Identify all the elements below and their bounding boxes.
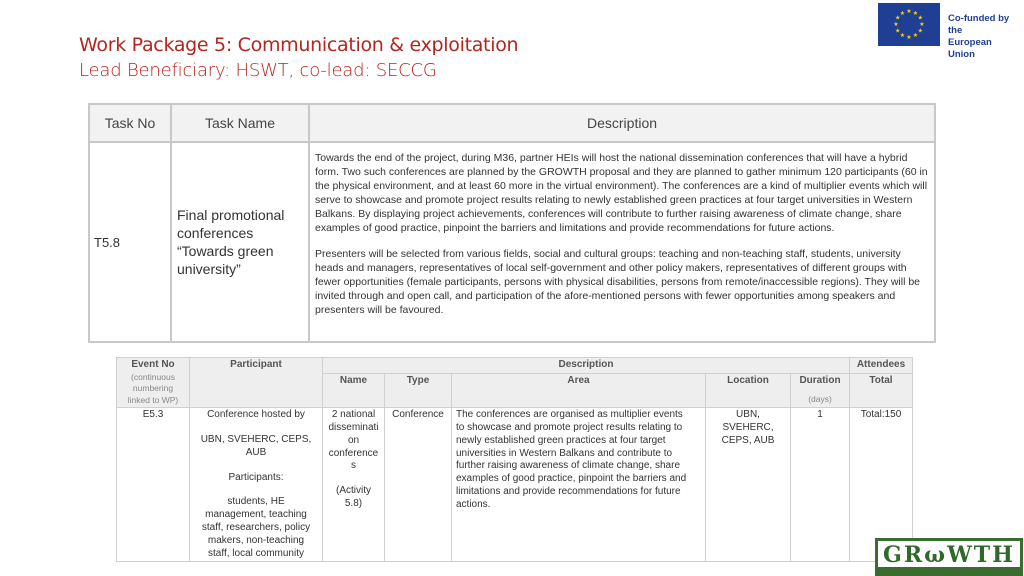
area-line: actions. (456, 498, 491, 510)
task-name-line: conferences (177, 225, 254, 241)
task-no: T5.8 (89, 142, 171, 342)
header-event-no-note: numbering (132, 383, 174, 394)
header-event-no-note: linked to WP) (127, 394, 179, 405)
area-line: examples of good practice, pinpoint the barriers and (456, 473, 687, 485)
eu-logo (878, 3, 1018, 60)
header-name: Name (323, 374, 385, 408)
svg-text:★: ★ (899, 32, 906, 40)
participant-line: Participants: (228, 471, 284, 483)
svg-text:★: ★ (906, 34, 912, 41)
name-line: s (351, 460, 356, 472)
svg-text:★: ★ (906, 8, 912, 15)
task-name-line: “Towards green (177, 243, 274, 259)
participant-line: management, teaching (205, 509, 307, 521)
name-line: conference (328, 447, 379, 459)
eu-logo-line2: European Union (948, 37, 992, 60)
name-line: on (347, 434, 360, 446)
svg-text:★: ★ (919, 21, 925, 28)
task-name (171, 142, 309, 342)
header-event-no-label: Event No (131, 359, 175, 370)
name-line: (Activity (336, 485, 371, 497)
growth-logo (875, 538, 1023, 576)
header-task-no: Task No (89, 104, 171, 142)
participant-line: students, HE (227, 496, 285, 508)
header-type: Type (385, 374, 452, 408)
area-line: newly established green practices at four target (456, 434, 666, 446)
event-participant (190, 408, 323, 562)
header-duration-note: (days) (808, 393, 832, 404)
page-subtitle: Lead Beneficiary: HSWT, co-lead: SECCG (79, 60, 437, 81)
area-line: universities in Western Balkans and contribute to (456, 447, 673, 459)
event-duration: 1 (791, 408, 850, 562)
svg-text:★: ★ (917, 27, 923, 35)
location-line: CEPS, AUB (721, 434, 775, 446)
header-task-name: Task Name (171, 104, 309, 142)
eu-flag-icon (878, 3, 940, 46)
task-table (88, 103, 936, 343)
event-type: Conference (385, 408, 452, 562)
svg-text:★: ★ (893, 21, 899, 28)
description-paragraph-1: Towards the end of the project, during M36, partner HEIs will host the national dissemination conferences that will have a hybrid form. Two such conferences are planned by the GROWTH proposal and they are planned to gather minimum 120 participants (60 in the physical environment, and at least 60 more in the virtual environment). The conferences are a kind of multiplier events which will serve to showcase and promote project results relating to newly established green practices at four target universities in Western Balkans. By displaying project achievements, conferences will contribute to further raising awareness of climate change, share examples of good practice, pinpoint the barriers and limitations and provide recommendations for future actions. (315, 152, 928, 234)
growth-logo-text: GRωWTH (883, 542, 1015, 568)
location-line: SVEHERC, (722, 422, 774, 434)
svg-text:★: ★ (895, 27, 901, 35)
participant-line: Conference hosted by (207, 409, 305, 421)
svg-text:★: ★ (895, 14, 901, 22)
header-event-no (117, 358, 190, 408)
area-line: to showcase and promote project results relating to (456, 422, 683, 434)
svg-text:★: ★ (912, 9, 919, 17)
event-no: E5.3 (117, 408, 190, 562)
area-line: The conferences are organised as multiplier events (456, 409, 683, 421)
task-name-line: university” (177, 261, 241, 277)
header-duration (791, 374, 850, 408)
event-location (706, 408, 791, 562)
event-area (452, 408, 706, 562)
header-attendees: Attendees (850, 358, 913, 374)
name-line: disseminati (328, 422, 379, 434)
svg-text:★: ★ (912, 32, 919, 40)
event-table (116, 357, 913, 562)
area-line: further raising awareness of climate change, share (456, 460, 681, 472)
name-line: 2 national (331, 409, 376, 421)
name-line: 5.8) (344, 498, 363, 510)
participant-line: makers, non-teaching (207, 534, 305, 546)
area-line: limitations and provide recommendations for future (456, 486, 681, 498)
participant-line: UBN, SVEHERC, CEPS, (200, 434, 312, 446)
location-line: UBN, (736, 409, 760, 421)
task-description (309, 142, 935, 342)
svg-text:★: ★ (917, 14, 923, 22)
participant-line: staff, researchers, policy (201, 522, 311, 534)
participant-line: AUB (245, 446, 267, 458)
page-title: Work Package 5: Communication & exploitation (79, 34, 519, 56)
header-event-no-note: (continuous (131, 371, 175, 382)
header-area: Area (452, 374, 706, 408)
event-total: Total:150 (850, 408, 913, 562)
eu-logo-line1: Co-funded by the (948, 13, 1010, 36)
table-row (117, 408, 913, 562)
event-name (323, 408, 385, 562)
participant-line: staff, local community (208, 547, 304, 559)
eu-stars-icon (878, 3, 940, 46)
svg-text:★: ★ (899, 9, 906, 17)
header-location: Location (706, 374, 791, 408)
header-description: Description (309, 104, 935, 142)
header-description: Description (323, 358, 850, 374)
task-name-line: Final promotional (177, 207, 285, 223)
header-participant: Participant (190, 358, 323, 408)
header-duration-label: Duration (799, 375, 841, 387)
header-total: Total (850, 374, 913, 408)
description-paragraph-2: Presenters will be selected from various fields, social and cultural groups: teaching and non-teaching staff, students, university heads and managers, representatives of local self-government and other policy makers, representatives of different groups with fewer opportunities (female participants, persons with physical disabilities, persons from remote/inaccessible regions). They will be invited through and open call, and participation of the afore-mentioned persons with fewer opportunities among speakers and presenters will be favoured. (315, 248, 920, 316)
